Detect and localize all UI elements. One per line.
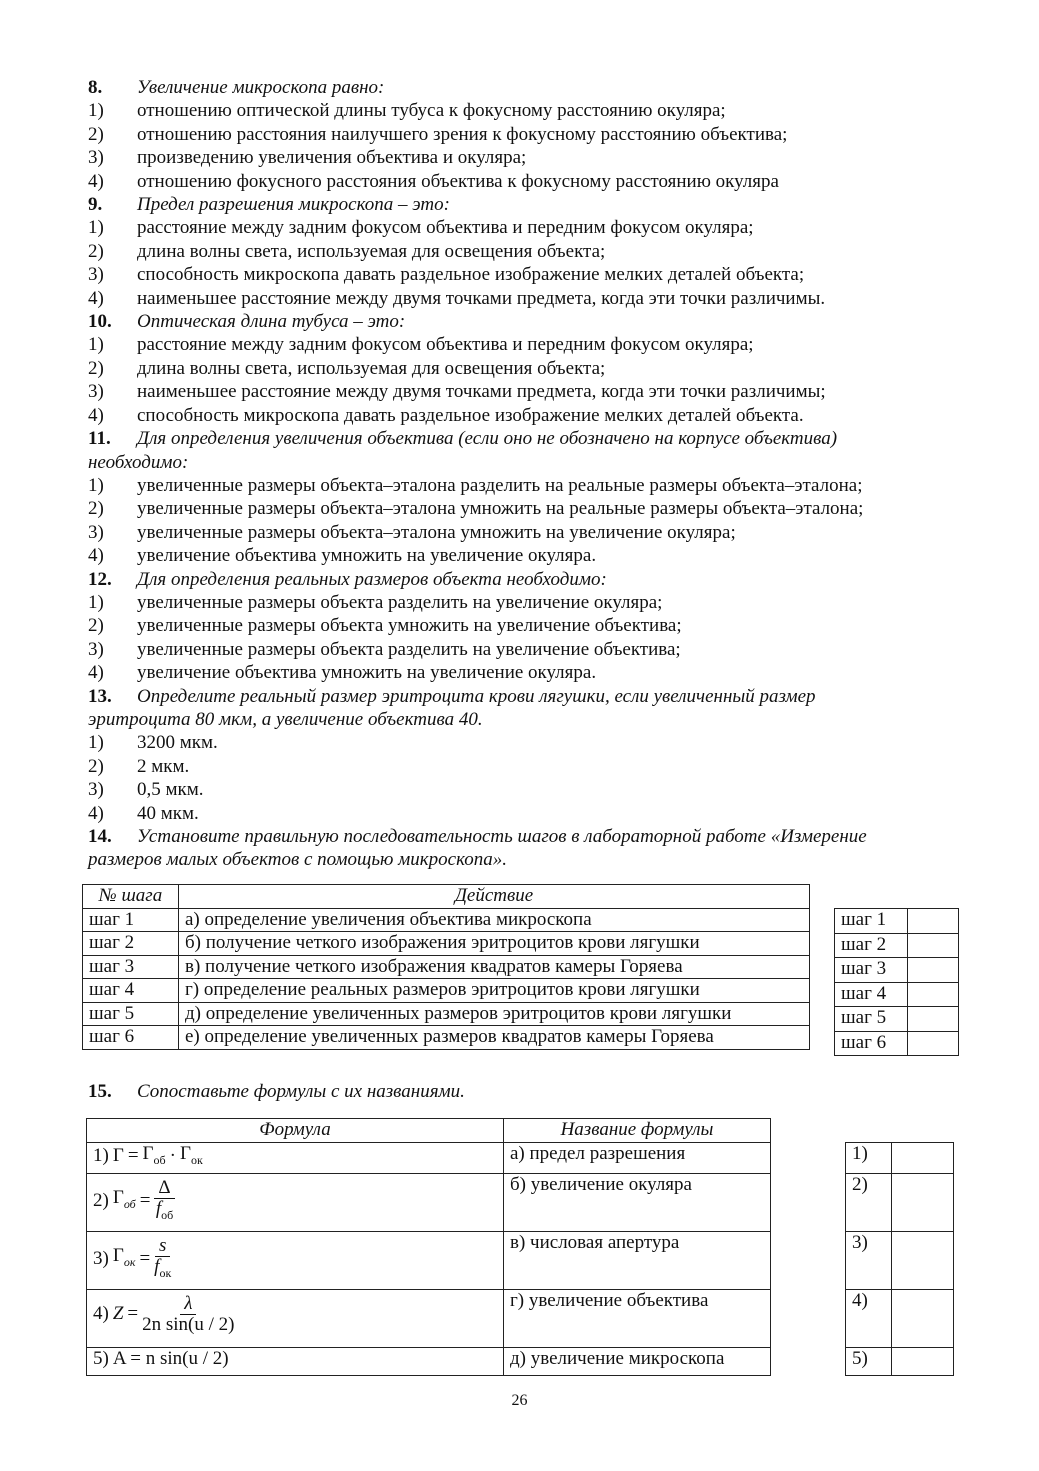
question-text: Сопоставьте формулы с их названиями. [137,1081,465,1102]
answer-cell[interactable] [892,1290,954,1348]
option-number: 3) [88,147,104,169]
table-row [87,1289,771,1347]
option-number: 1) [88,474,104,496]
answer-option[interactable] [88,170,968,193]
option-number: 3) [88,521,104,543]
answer-option[interactable] [88,778,968,801]
option-text: отношению оптической длины тубуса к фокусному расстоянию окуляра; [137,100,726,122]
answer-option[interactable] [88,755,968,778]
answer-cell[interactable] [908,1031,959,1056]
answer-option[interactable] [88,216,968,239]
answer-label: 3) [846,1232,892,1290]
answer-cell[interactable] [908,958,959,983]
question-number: 11. [88,428,111,450]
question-number: 15. [88,1081,112,1102]
option-number: 1) [88,100,104,122]
question-text: Оптическая длина тубуса – это: [137,311,406,333]
option-text: 3200 мкм. [137,732,218,754]
answer-option[interactable] [88,357,968,380]
formula-dot: · [169,1145,176,1167]
question-number: 9. [88,194,103,216]
answer-label: шаг 1 [835,909,908,934]
answer-option[interactable] [88,591,968,614]
answer-option[interactable] [88,404,968,427]
answer-option[interactable] [88,240,968,263]
question-text: Для определения реальных размеров объекта необходимо: [137,568,607,590]
answer-cell[interactable] [892,1174,954,1232]
question-text: Увеличение микроскопа равно: [137,77,385,98]
option-number: 4) [88,662,104,684]
option-text: увеличенные размеры объекта разделить на увеличение объектива; [137,638,681,660]
option-number: 2) [88,755,104,777]
formula-name: г) увеличение объектива [504,1289,771,1347]
question-text: Установите правильную последовательность шагов в лабораторной работе «Измерение [137,826,867,847]
answer-row [846,1290,954,1348]
formulas-table-header [87,1119,771,1143]
step-action: а) определение увеличения объектива микроскопа [179,908,810,932]
answer-option[interactable] [88,521,968,544]
formula-subscript: ок [190,1152,203,1167]
fraction-denominator: f [155,1197,162,1219]
answer-option[interactable] [88,380,968,403]
answer-option[interactable] [88,287,968,310]
option-number: 4) [88,802,104,824]
answer-cell[interactable] [892,1143,954,1174]
formula-header: Формула [87,1119,504,1143]
option-number: 2) [88,357,104,379]
answer-row [835,1007,959,1032]
answer-row [846,1232,954,1290]
answer-row [846,1143,954,1174]
step-label: шаг 5 [83,1002,179,1026]
question-text: Для определения увеличения объектива (если оно не обозначено на корпусе объектива) [137,428,838,450]
option-number: 2) [88,498,104,520]
answer-option[interactable] [88,123,968,146]
formula-subscript: об [123,1196,136,1211]
formula-equals: = [139,1189,151,1211]
formula-3 [87,1231,504,1289]
option-number: 3) [88,381,104,403]
step-label: шаг 6 [83,1026,179,1050]
formula-label: 3) [93,1247,109,1269]
answer-row [835,909,959,934]
step-label: шаг 3 [83,955,179,979]
table-row [83,908,810,932]
formula-symbol: Г [112,1145,124,1167]
question-10 [88,310,968,333]
table-row [87,1231,771,1289]
option-text: увеличенные размеры объекта разделить на увеличение окуляра; [137,591,663,613]
answer-option[interactable] [88,263,968,286]
step-action: е) определение увеличенных размеров квадратов камеры Горяева [179,1026,810,1050]
option-number: 3) [88,638,104,660]
answer-label: шаг 3 [835,958,908,983]
formula-symbol: Г [179,1142,191,1164]
answer-option[interactable] [88,802,968,825]
answer-label: шаг 2 [835,933,908,958]
answer-cell[interactable] [908,982,959,1007]
question-text-continued: эритроцита 80 мкм, а увеличение объектива 40. [88,708,483,730]
answer-row [846,1174,954,1232]
formula-name: а) предел разрешения [504,1142,771,1173]
question-text-continued: необходимо: [88,451,189,473]
table-row [87,1173,771,1231]
option-text: увеличение объектива умножить на увеличение окуляра. [137,662,597,684]
formula-subscript: ок [159,1265,172,1280]
option-text: 0,5 мкм. [137,779,204,801]
step-action: д) определение увеличенных размеров эритроцитов крови лягушки [179,1002,810,1026]
formula-2 [87,1173,504,1231]
answer-label: шаг 4 [835,982,908,1007]
steps-table [82,884,810,1050]
option-number: 4) [88,545,104,567]
formulas-answer-table [845,1142,954,1376]
formula-equals: = [127,1145,139,1167]
answer-label: шаг 6 [835,1031,908,1056]
option-text: способность микроскопа давать раздельное изображение мелких деталей объекта. [137,404,804,426]
fraction-numerator: λ [180,1294,196,1315]
option-text: 40 мкм. [137,802,199,824]
table-row [87,1142,771,1173]
option-text: наименьшее расстояние между двумя точками предмета, когда эти точки различимы; [137,381,826,403]
answer-option[interactable] [88,638,968,661]
answer-row [835,1031,959,1056]
question-8 [88,76,968,99]
formula-name-header: Название формулы [504,1119,771,1143]
table-row [83,955,810,979]
steps-answer-table [834,908,959,1056]
question-text: Предел разрешения микроскопа – это: [137,194,450,216]
option-text: расстояние между задним фокусом объектива и передним фокусом окуляра; [137,217,754,239]
answer-cell[interactable] [908,909,959,934]
answer-option[interactable] [88,544,968,567]
formula-symbol: Г [112,1186,124,1208]
option-number: 3) [88,779,104,801]
answer-row [846,1348,954,1376]
question-12 [88,568,968,591]
formula-symbol: Г [112,1244,124,1266]
answer-option[interactable] [88,497,968,520]
action-header: Действие [179,885,810,909]
question-number: 14. [88,826,112,847]
step-action: б) получение четкого изображения эритроцитов крови лягушки [179,932,810,956]
answer-cell[interactable] [908,1007,959,1032]
option-text: способность микроскопа давать раздельное изображение мелких деталей объекта; [137,264,805,286]
answer-label: 4) [846,1290,892,1348]
answer-row [835,933,959,958]
answer-label: 1) [846,1143,892,1174]
table-row [83,1026,810,1050]
formula-label: 2) [93,1189,109,1211]
option-text: увеличенные размеры объекта–эталона умножить на реальные размеры объекта–эталона; [137,498,864,520]
option-number: 1) [88,732,104,754]
formula-5 [87,1347,504,1375]
answer-option[interactable] [88,474,968,497]
step-action: г) определение реальных размеров эритроцитов крови лягушки [179,979,810,1003]
formula-symbol: Г [142,1142,154,1164]
option-text: 2 мкм. [137,755,190,777]
formula-expression: A = n sin(u / 2) [112,1347,229,1369]
answer-row [835,982,959,1007]
answer-cell[interactable] [908,933,959,958]
option-number: 1) [88,217,104,239]
question-number: 8. [88,77,103,98]
formula-name: б) увеличение окуляра [504,1173,771,1231]
formula-symbol: Z [112,1302,124,1324]
formula-1 [87,1142,504,1173]
formula-subscript: об [161,1207,174,1222]
option-text: отношению расстояния наилучшего зрения к фокусному расстоянию объектива; [137,123,788,145]
option-text: увеличенные размеры объекта–эталона умножить на увеличение окуляра; [137,521,736,543]
option-text: длина волны света, используемая для освещения объекта; [137,357,606,379]
option-number: 4) [88,170,104,192]
questions-block [88,76,968,872]
table-row [83,979,810,1003]
option-text: увеличенные размеры объекта умножить на увеличение объектива; [137,615,682,637]
formula-label: 4) [93,1302,109,1324]
question-9 [88,193,968,216]
option-number: 1) [88,591,104,613]
formula-name: д) увеличение микроскопа [504,1347,771,1375]
question-15 [88,1080,465,1103]
question-11 [88,427,968,450]
answer-row [835,958,959,983]
page-number: 26 [511,1392,528,1409]
option-number: 4) [88,287,104,309]
fraction-denominator: 2n sin(u / 2) [142,1313,235,1335]
option-text: увеличенные размеры объекта–эталона разделить на реальные размеры объекта–эталона; [137,474,863,496]
option-number: 2) [88,123,104,145]
steps-table-header [83,885,810,909]
step-label: шаг 4 [83,979,179,1003]
question-14 [88,825,968,848]
answer-option[interactable] [88,661,968,684]
formula-equals: = [139,1247,151,1269]
formulas-table [86,1118,771,1376]
question-number: 13. [88,685,112,707]
answer-label: 2) [846,1174,892,1232]
formula-equals: = [127,1302,139,1324]
formula-label: 1) [93,1145,109,1167]
option-number: 2) [88,240,104,262]
answer-option[interactable] [88,731,968,754]
question-13 [88,685,968,708]
option-text: произведению увеличения объектива и окуляра; [137,147,527,169]
answer-option[interactable] [88,614,968,637]
formula-name: в) числовая апертура [504,1231,771,1289]
table-row [83,932,810,956]
question-text: Определите реальный размер эритроцита крови лягушки, если увеличенный размер [137,685,816,707]
formula-subscript: об [153,1152,166,1167]
answer-option[interactable] [88,146,968,169]
fraction-numerator: Δ [154,1178,174,1199]
option-text: наименьшее расстояние между двумя точками предмета, когда эти точки различимы. [137,287,826,309]
formula-4 [87,1289,504,1347]
question-number: 12. [88,568,112,590]
option-number: 4) [88,404,104,426]
question-text-continued: размеров малых объектов с помощью микроскопа». [88,849,508,871]
option-text: расстояние между задним фокусом объектива и передним фокусом окуляра; [137,334,754,356]
answer-option[interactable] [88,99,968,122]
step-label: шаг 2 [83,932,179,956]
fraction-numerator: s [155,1236,170,1257]
formula-label: 5) [93,1347,109,1369]
step-action: в) получение четкого изображения квадратов камеры Горяева [179,955,810,979]
step-number-header: № шага [83,885,179,909]
step-label: шаг 1 [83,908,179,932]
option-text: увеличение объектива умножить на увеличение окуляра. [137,545,597,567]
option-number: 1) [88,334,104,356]
question-number: 10. [88,311,112,333]
table-row [87,1347,771,1375]
answer-label: шаг 5 [835,1007,908,1032]
table-row [83,1002,810,1026]
answer-cell[interactable] [892,1348,954,1376]
option-text: длина волны света, используемая для освещения объекта; [137,240,606,262]
fraction-denominator: f [154,1255,160,1277]
formula-subscript: ок [123,1254,136,1269]
answer-cell[interactable] [892,1232,954,1290]
option-number: 3) [88,264,104,286]
answer-label: 5) [846,1348,892,1376]
answer-option[interactable] [88,333,968,356]
option-text: отношению фокусного расстояния объектива к фокусному расстоянию окуляра [137,170,779,192]
option-number: 2) [88,615,104,637]
